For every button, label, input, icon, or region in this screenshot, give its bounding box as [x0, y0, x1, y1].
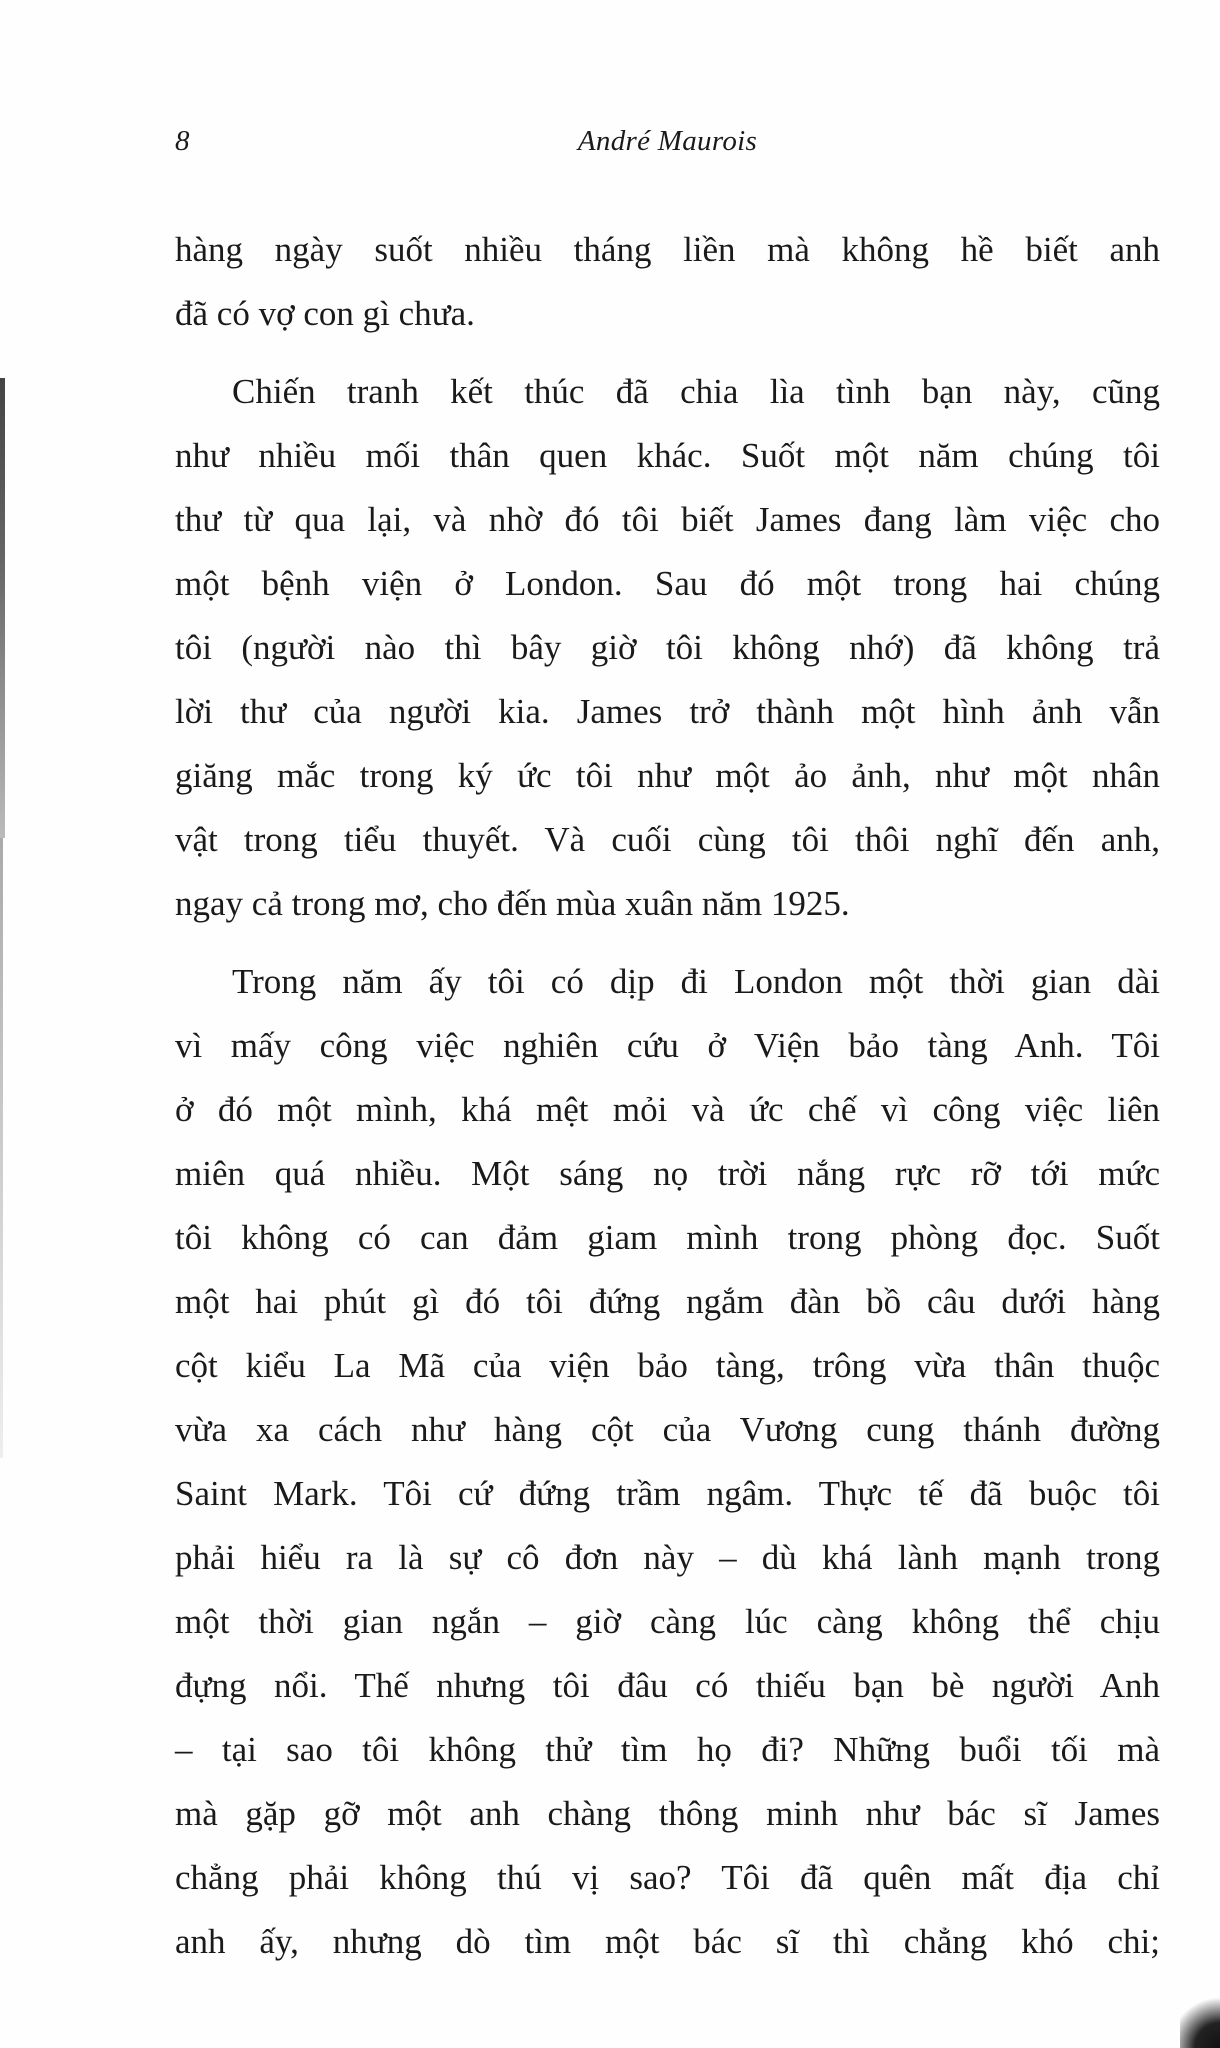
paragraph	[175, 950, 1160, 1974]
text-line: thư từ qua lại, và nhờ đó tôi biết James đang làm việc cho	[175, 500, 1160, 539]
text-line: miên quá nhiều. Một sáng nọ trời nắng rực rỡ tới mức	[175, 1154, 1160, 1193]
text-line: vừa xa cách như hàng cột của Vương cung thánh đường	[175, 1410, 1160, 1449]
text-line: tôi không có can đảm giam mình trong phòng đọc. Suốt	[175, 1218, 1160, 1257]
text-line: cột kiểu La Mã của viện bảo tàng, trông vừa thân thuộc	[175, 1346, 1160, 1385]
body-text	[175, 218, 1160, 1974]
running-head-author: André Maurois	[577, 125, 758, 157]
text-line: ngay cả trong mơ, cho đến mùa xuân năm 1925.	[175, 884, 850, 923]
text-line: Trong năm ấy tôi có dịp đi London một thời gian dài	[232, 962, 1160, 1001]
text-line: một hai phút gì đó tôi đứng ngắm đàn bồ câu dưới hàng	[175, 1282, 1160, 1321]
text-line: vật trong tiểu thuyết. Và cuối cùng tôi thôi nghĩ đến anh,	[175, 820, 1160, 859]
text-line: chẳng phải không thú vị sao? Tôi đã quên mất địa chỉ	[175, 1858, 1160, 1897]
page-header	[175, 125, 1160, 165]
text-line: lời thư của người kia. James trở thành một hình ảnh vẫn	[175, 692, 1160, 731]
text-line: vì mấy công việc nghiên cứu ở Viện bảo tàng Anh. Tôi	[175, 1026, 1160, 1065]
text-line: – tại sao tôi không thử tìm họ đi? Những buổi tối mà	[175, 1730, 1160, 1769]
text-line: phải hiểu ra là sự cô đơn này – dù khá lành mạnh trong	[175, 1538, 1160, 1577]
page-binding-shadow-lower	[0, 838, 3, 1458]
page-corner-shadow	[1180, 1988, 1220, 2048]
text-line: một thời gian ngắn – giờ càng lúc càng không thể chịu	[175, 1602, 1160, 1641]
page-number: 8	[175, 125, 190, 157]
text-line: một bệnh viện ở London. Sau đó một trong hai chúng	[175, 564, 1160, 603]
text-line: đựng nổi. Thế nhưng tôi đâu có thiếu bạn bè người Anh	[175, 1666, 1160, 1705]
text-line: anh ấy, nhưng dò tìm một bác sĩ thì chẳng khó chi;	[175, 1922, 1160, 1961]
text-line: Saint Mark. Tôi cứ đứng trầm ngâm. Thực tế đã buộc tôi	[175, 1474, 1160, 1513]
text-line: mà gặp gỡ một anh chàng thông minh như bác sĩ James	[175, 1794, 1160, 1833]
paragraph	[175, 218, 1160, 346]
text-line: ở đó một mình, khá mệt mỏi và ức chế vì công việc liên	[175, 1090, 1160, 1129]
page-binding-shadow	[0, 378, 5, 838]
paragraph	[175, 360, 1160, 936]
text-line: Chiến tranh kết thúc đã chia lìa tình bạn này, cũng	[232, 372, 1160, 411]
text-line: như nhiều mối thân quen khác. Suốt một năm chúng tôi	[175, 436, 1160, 475]
text-line: giăng mắc trong ký ức tôi như một ảo ảnh, như một nhân	[175, 756, 1160, 795]
text-line: đã có vợ con gì chưa.	[175, 294, 475, 333]
text-line: tôi (người nào thì bây giờ tôi không nhớ) đã không trả	[175, 628, 1160, 667]
text-line: hàng ngày suốt nhiều tháng liền mà không hề biết anh	[175, 230, 1160, 269]
